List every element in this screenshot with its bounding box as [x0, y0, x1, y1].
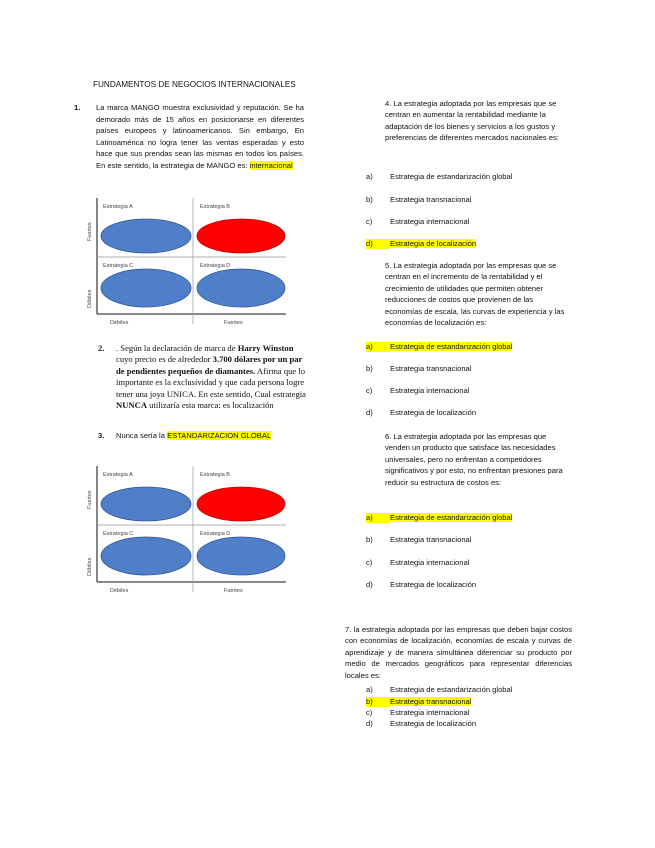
y-axis-bottom: Débiles: [87, 289, 93, 308]
q4-text: 4. La estrategia adoptada por las empresas que se centran en aumentar la rentabilidad mediante la adaptación de los bienes y servicios a los gustos y preferencias de diferentes mercados nacionales es:: [385, 99, 559, 143]
strategy-matrix-2: [86, 464, 288, 592]
q2-part-2: cuyo precio es de alrededor: [116, 354, 213, 365]
q4-option-a: a) Estrategia de estandarización global: [366, 172, 513, 181]
q7-option-a: a) Estrategia de estandarización global: [366, 685, 513, 694]
q7-text: 7. la estrategia adoptada por las empresas que deben bajar costos con economías de localización, economías de escala y curvas de aprendizaje y de manera simultánea diferenciar su producto por medio de mercados geográficos para representar diferencias locales es:: [345, 625, 572, 680]
strategy-d-ellipse: [197, 537, 285, 575]
x-axis-left: Débiles: [110, 320, 129, 326]
q4-option-d: d) Estrategia de localización: [366, 239, 477, 248]
matrix-1-graphic: [86, 196, 288, 324]
q3-answer: ESTANDARIZACION GLOBAL: [167, 431, 272, 440]
q2-bold-1: Harry Winston: [237, 343, 294, 353]
q6-option-b: b) Estrategia transnacional: [366, 535, 472, 544]
q4-option-b: b) Estrategia transnacional: [366, 195, 472, 204]
q2-part-4: utilizaría esta marca: es localización: [147, 400, 274, 411]
q6-option-d: d) Estrategia de localización: [366, 580, 477, 589]
q3-text: [116, 430, 271, 442]
q5-option-b: b) Estrategia transnacional: [366, 364, 472, 373]
cell-label-d: Estrategia D: [200, 263, 231, 269]
page-title: FUNDAMENTOS DE NEGOCIOS INTERNACIONALES: [93, 80, 296, 89]
q5-option-d: d) Estrategia de localización: [366, 408, 477, 417]
q2-number: 2.: [98, 343, 105, 353]
cell-label-b: Estrategia B: [200, 204, 230, 210]
strategy-c-ellipse: [101, 269, 191, 307]
q2-part-3: Afirma que lo importante es la exclusividad y que cada persona logre tener una joya UNICA. En este sentido, Cual estrategia: [116, 365, 306, 399]
strategy-b-ellipse: [197, 487, 285, 521]
strategy-b-ellipse: [197, 219, 285, 253]
cell-label-a: Estrategia A: [103, 204, 133, 210]
q3-body: Nunca sería la: [116, 431, 168, 440]
strategy-a-ellipse: [101, 219, 191, 253]
q6-option-c: c) Estrategia internacional: [366, 558, 470, 567]
x-axis-right: Fuertes: [224, 588, 243, 594]
cell-label-c: Estrategia C: [103, 531, 134, 537]
q5-option-c: c) Estrategia internacional: [366, 386, 470, 395]
y-axis-top: Fuertes: [87, 490, 93, 509]
q1-answer: internacional: [249, 160, 293, 170]
q2-part-1: . Según la declaración de marca de: [116, 343, 238, 353]
cell-label-b: Estrategia B: [200, 472, 230, 478]
q2-text: [116, 343, 308, 411]
y-axis-top: Fuertes: [87, 222, 93, 241]
q5-text: 5. La estrategia adoptada por las empresas que se centran en el incremento de la rentabilidad y el crecimiento de utilidades que permiten obtener reducciones de costos que provienen de las economías de escala, las curvas de experiencia y las economías de localización es:: [385, 261, 565, 328]
q1-number: 1.: [74, 103, 81, 112]
strategy-matrix-1: [86, 196, 288, 324]
strategy-a-ellipse: [101, 487, 191, 521]
q1-body: La marca MANGO muestra exclusividad y reputación. Se ha demorado más de 15 años en posicionarse en diferentes países europeos y latinoamericanos. Sin embargo, En Latinoamérica no logra tener las ventas esperadas y esto hace que sus prendas sean las mismas en todos los países. En este sentido, la estrategia de MANGO es:: [96, 103, 304, 170]
q1-text: [96, 102, 304, 172]
matrix-2-graphic: [86, 464, 288, 592]
strategy-d-ellipse: [197, 269, 285, 307]
x-axis-left: Débiles: [110, 588, 129, 594]
q7-option-c: c) Estrategia internacional: [366, 708, 470, 717]
cell-label-a: Estrategia A: [103, 472, 133, 478]
q7-option-d: d) Estrategia de localización: [366, 719, 477, 728]
q4-option-c: c) Estrategia internacional: [366, 217, 470, 226]
q6-option-a: a) Estrategia de estandarización global: [366, 513, 513, 522]
q5-option-a: a) Estrategia de estandarización global: [366, 342, 513, 351]
q2-bold-2: 3.700 dólares por un par de pendientes pequeños de diamantes.: [116, 354, 303, 376]
q2-bold-3: NUNCA: [116, 400, 148, 411]
q6-text: 6. La estrategia adoptada por las empresas que venden un producto que satisface las necesidades universales, pero no enfrentan a competidores significativos y por esto, no enfrentan presiones para reducir su estructura de costos es:: [385, 432, 563, 487]
cell-label-d: Estrategia D: [200, 531, 231, 537]
x-axis-right: Fuertes: [224, 320, 243, 326]
strategy-c-ellipse: [101, 537, 191, 575]
q3-number: 3.: [98, 431, 105, 440]
y-axis-bottom: Débiles: [87, 557, 93, 576]
q7-option-b: b) Estrategia transnacional: [366, 697, 472, 706]
cell-label-c: Estrategia C: [103, 263, 134, 269]
